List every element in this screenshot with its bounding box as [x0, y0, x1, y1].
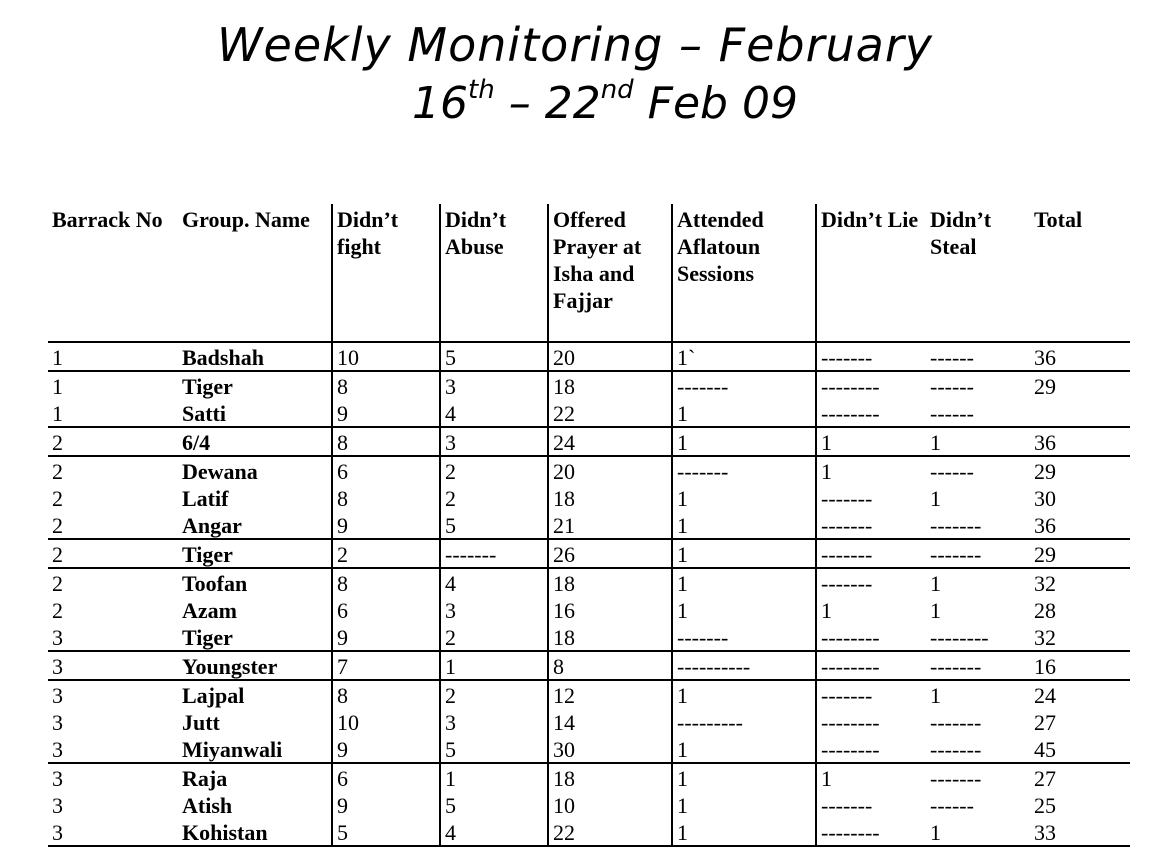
- offered-prayer-cell: 10: [548, 791, 672, 818]
- barrack-no-cell: 3: [48, 651, 178, 680]
- group-name-cell: Tiger: [178, 539, 332, 568]
- group-name-cell: Badshah: [178, 342, 332, 371]
- group-name-cell: Angar: [182, 513, 242, 538]
- barrack-no-cell: 3: [52, 737, 63, 762]
- total-cell: 29: [1030, 539, 1130, 568]
- didnt-steal-cell: -------: [930, 737, 982, 762]
- total-cell: 27: [1030, 763, 1130, 791]
- didnt-fight-cell: 9: [332, 623, 440, 651]
- attended-aflatoun-cell: 1: [672, 791, 816, 818]
- group-name-cell: Atish: [182, 793, 233, 818]
- barrack-no-cell: 3: [52, 793, 63, 818]
- offered-prayer-cell: 14: [548, 708, 672, 735]
- header-total: Total: [1034, 207, 1083, 232]
- offered-prayer-cell: 18: [548, 568, 672, 596]
- didnt-fight-cell: 8: [332, 568, 440, 596]
- header-didnt-lie: Didn’t Lie: [816, 204, 926, 342]
- didnt-lie-cell: -------: [816, 484, 926, 511]
- attended-aflatoun-cell: 1: [672, 568, 816, 596]
- didnt-abuse-cell: 5: [440, 791, 548, 818]
- didnt-abuse-cell: 4: [440, 399, 548, 427]
- table-row: [48, 539, 1130, 568]
- didnt-abuse-cell: 5: [440, 511, 548, 539]
- attended-aflatoun-cell: 1: [672, 399, 816, 427]
- date-end-suffix: nd: [600, 75, 634, 106]
- didnt-abuse-cell: 2: [440, 484, 548, 511]
- didnt-steal-cell: 1: [926, 680, 1030, 708]
- table-row: [48, 651, 1130, 680]
- offered-prayer-cell: 18: [548, 371, 672, 399]
- barrack-no-cell: 2: [48, 427, 178, 456]
- offered-prayer-cell: 22: [548, 399, 672, 427]
- date-separator: –: [494, 78, 545, 129]
- didnt-lie-cell: 1: [816, 427, 926, 456]
- total-cell: 32: [1030, 568, 1130, 596]
- didnt-fight-cell: 2: [332, 539, 440, 568]
- table-row: [48, 763, 1130, 791]
- table-row: [48, 511, 1130, 539]
- offered-prayer-cell: 22: [548, 818, 672, 846]
- group-name-cell: Kohistan: [178, 818, 332, 846]
- attended-aflatoun-cell: 1`: [672, 342, 816, 371]
- barrack-no-cell: 3: [48, 763, 178, 791]
- didnt-steal-cell: ------: [930, 401, 974, 426]
- offered-prayer-cell: 18: [548, 623, 672, 651]
- didnt-lie-cell: --------: [816, 708, 926, 735]
- attended-aflatoun-cell: ----------: [672, 651, 816, 680]
- didnt-lie-cell: --------: [816, 735, 926, 763]
- didnt-fight-cell: 8: [332, 680, 440, 708]
- offered-prayer-cell: 18: [548, 484, 672, 511]
- didnt-abuse-cell: 2: [440, 623, 548, 651]
- attended-aflatoun-cell: -------: [672, 371, 816, 399]
- date-range: [0, 75, 1150, 129]
- table-row: [48, 623, 1130, 651]
- table-row: [48, 484, 1130, 511]
- group-name-cell: Youngster: [178, 651, 332, 680]
- offered-prayer-cell: 30: [548, 735, 672, 763]
- header-didnt-fight: Didn’t fight: [332, 204, 440, 342]
- table-row: [48, 596, 1130, 623]
- total-cell: 36: [1034, 513, 1056, 538]
- didnt-fight-cell: 6: [332, 456, 440, 484]
- table-row: [48, 342, 1130, 371]
- header-row: [48, 204, 1130, 342]
- total-cell: 29: [1030, 371, 1130, 399]
- didnt-lie-cell: 1: [816, 596, 926, 623]
- didnt-lie-cell: -------: [816, 539, 926, 568]
- date-start: 16: [412, 78, 469, 129]
- table-row: [48, 680, 1130, 708]
- didnt-fight-cell: 5: [332, 818, 440, 846]
- didnt-steal-cell: -------: [930, 710, 982, 735]
- barrack-no-cell: 3: [48, 680, 178, 708]
- table-body: [48, 342, 1130, 846]
- table-row: [48, 735, 1130, 763]
- barrack-no-cell: 3: [52, 625, 63, 650]
- didnt-fight-cell: 9: [332, 735, 440, 763]
- barrack-no-cell: 2: [48, 456, 178, 484]
- attended-aflatoun-cell: 1: [672, 511, 816, 539]
- offered-prayer-cell: 16: [548, 596, 672, 623]
- total-cell: 29: [1030, 456, 1130, 484]
- offered-prayer-cell: 18: [548, 763, 672, 791]
- table-row: [48, 568, 1130, 596]
- group-name-cell: 6/4: [178, 427, 332, 456]
- didnt-steal-cell: -------: [930, 513, 982, 538]
- total-cell: 33: [1030, 818, 1130, 846]
- total-cell: 24: [1030, 680, 1130, 708]
- total-cell: 30: [1034, 486, 1056, 511]
- header-barrack-no: Barrack No: [52, 207, 163, 232]
- didnt-abuse-cell: 3: [440, 708, 548, 735]
- didnt-abuse-cell: 3: [440, 596, 548, 623]
- page-title: Weekly Monitoring – February: [217, 18, 933, 72]
- date-end: 22: [544, 78, 601, 129]
- group-name-cell: Raja: [178, 763, 332, 791]
- didnt-lie-cell: -------: [816, 791, 926, 818]
- date-month-year: Feb 09: [633, 78, 798, 129]
- didnt-abuse-cell: 3: [440, 371, 548, 399]
- offered-prayer-cell: 20: [548, 456, 672, 484]
- group-name-cell: Tiger: [178, 371, 332, 399]
- didnt-lie-cell: --------: [816, 399, 926, 427]
- didnt-fight-cell: 9: [332, 399, 440, 427]
- total-cell: 16: [1030, 651, 1130, 680]
- header-group-name: Group. Name: [182, 207, 310, 232]
- attended-aflatoun-cell: 1: [672, 680, 816, 708]
- header-attended-aflatoun: Attended Aflatoun Sessions: [672, 204, 816, 342]
- didnt-abuse-cell: 4: [440, 568, 548, 596]
- attended-aflatoun-cell: -------: [672, 456, 816, 484]
- didnt-lie-cell: -------: [816, 680, 926, 708]
- didnt-lie-cell: --------: [816, 623, 926, 651]
- barrack-no-cell: 1: [52, 401, 63, 426]
- offered-prayer-cell: 24: [548, 427, 672, 456]
- group-name-cell: Jutt: [182, 710, 220, 735]
- group-name-cell: Dewana: [178, 456, 332, 484]
- total-cell: 36: [1030, 427, 1130, 456]
- attended-aflatoun-cell: 1: [672, 427, 816, 456]
- didnt-steal-cell: --------: [930, 625, 989, 650]
- didnt-abuse-cell: 3: [440, 427, 548, 456]
- didnt-lie-cell: -------: [816, 511, 926, 539]
- didnt-abuse-cell: 2: [440, 456, 548, 484]
- group-name-cell: Satti: [182, 401, 226, 426]
- didnt-steal-cell: ------: [926, 342, 1030, 371]
- group-name-cell: Tiger: [182, 625, 233, 650]
- offered-prayer-cell: 12: [548, 680, 672, 708]
- attended-aflatoun-cell: 1: [672, 596, 816, 623]
- didnt-lie-cell: --------: [816, 371, 926, 399]
- attended-aflatoun-cell: 1: [672, 735, 816, 763]
- header-offered-prayer: Offered Prayer at Isha and Fajjar: [548, 204, 672, 342]
- header-didnt-abuse: Didn’t Abuse: [440, 204, 548, 342]
- group-name-cell: Latif: [182, 486, 229, 511]
- barrack-no-cell: 2: [52, 513, 63, 538]
- total-cell: 27: [1034, 710, 1056, 735]
- offered-prayer-cell: 26: [548, 539, 672, 568]
- attended-aflatoun-cell: 1: [672, 818, 816, 846]
- didnt-fight-cell: 6: [332, 596, 440, 623]
- didnt-fight-cell: 9: [332, 511, 440, 539]
- barrack-no-cell: 1: [48, 371, 178, 399]
- table-row: [48, 399, 1130, 427]
- didnt-abuse-cell: 4: [440, 818, 548, 846]
- didnt-steal-cell: ------: [930, 793, 974, 818]
- group-name-cell: Azam: [182, 598, 237, 623]
- didnt-steal-cell: 1: [926, 568, 1030, 596]
- didnt-steal-cell: -------: [926, 539, 1030, 568]
- total-cell: 36: [1030, 342, 1130, 371]
- barrack-no-cell: 2: [52, 486, 63, 511]
- attended-aflatoun-cell: ---------: [672, 708, 816, 735]
- total-cell: 32: [1034, 625, 1056, 650]
- table-row: [48, 791, 1130, 818]
- didnt-lie-cell: --------: [816, 818, 926, 846]
- offered-prayer-cell: 20: [548, 342, 672, 371]
- total-cell: 25: [1034, 793, 1056, 818]
- barrack-no-cell: 3: [52, 710, 63, 735]
- monitoring-table: [48, 204, 1130, 847]
- barrack-no-cell: 3: [48, 818, 178, 846]
- didnt-fight-cell: 8: [332, 371, 440, 399]
- attended-aflatoun-cell: 1: [672, 484, 816, 511]
- didnt-abuse-cell: -------: [440, 539, 548, 568]
- attended-aflatoun-cell: 1: [672, 763, 816, 791]
- total-cell: 28: [1034, 598, 1056, 623]
- didnt-steal-cell: ------: [926, 456, 1030, 484]
- didnt-abuse-cell: 5: [440, 342, 548, 371]
- group-name-cell: Lajpal: [178, 680, 332, 708]
- didnt-fight-cell: 8: [332, 427, 440, 456]
- didnt-steal-cell: 1: [926, 427, 1030, 456]
- didnt-lie-cell: -------: [816, 342, 926, 371]
- didnt-steal-cell: 1: [930, 598, 941, 623]
- group-name-cell: Toofan: [178, 568, 332, 596]
- barrack-no-cell: 2: [48, 539, 178, 568]
- didnt-fight-cell: 8: [332, 484, 440, 511]
- offered-prayer-cell: 21: [548, 511, 672, 539]
- didnt-steal-cell: -------: [926, 763, 1030, 791]
- attended-aflatoun-cell: -------: [672, 623, 816, 651]
- barrack-no-cell: 1: [48, 342, 178, 371]
- didnt-steal-cell: 1: [926, 818, 1030, 846]
- didnt-steal-cell: -------: [926, 651, 1030, 680]
- table-row: [48, 371, 1130, 399]
- table-row: [48, 456, 1130, 484]
- barrack-no-cell: 2: [48, 568, 178, 596]
- date-start-suffix: th: [468, 75, 495, 106]
- didnt-abuse-cell: 1: [440, 763, 548, 791]
- didnt-fight-cell: 10: [332, 708, 440, 735]
- header-didnt-steal: Didn’t Steal: [930, 207, 992, 259]
- total-cell: [1030, 399, 1130, 427]
- offered-prayer-cell: 8: [548, 651, 672, 680]
- attended-aflatoun-cell: 1: [672, 539, 816, 568]
- group-name-cell: Miyanwali: [182, 737, 283, 762]
- didnt-abuse-cell: 5: [440, 735, 548, 763]
- didnt-lie-cell: -------: [816, 568, 926, 596]
- didnt-steal-cell: ------: [926, 371, 1030, 399]
- didnt-fight-cell: 10: [332, 342, 440, 371]
- barrack-no-cell: 2: [52, 598, 63, 623]
- didnt-fight-cell: 6: [332, 763, 440, 791]
- didnt-lie-cell: 1: [816, 763, 926, 791]
- table-row: [48, 427, 1130, 456]
- didnt-lie-cell: 1: [816, 456, 926, 484]
- didnt-fight-cell: 9: [332, 791, 440, 818]
- didnt-lie-cell: --------: [816, 651, 926, 680]
- didnt-abuse-cell: 1: [440, 651, 548, 680]
- didnt-abuse-cell: 2: [440, 680, 548, 708]
- didnt-steal-cell: 1: [930, 486, 941, 511]
- didnt-fight-cell: 7: [332, 651, 440, 680]
- table-row: [48, 708, 1130, 735]
- total-cell: 45: [1034, 737, 1056, 762]
